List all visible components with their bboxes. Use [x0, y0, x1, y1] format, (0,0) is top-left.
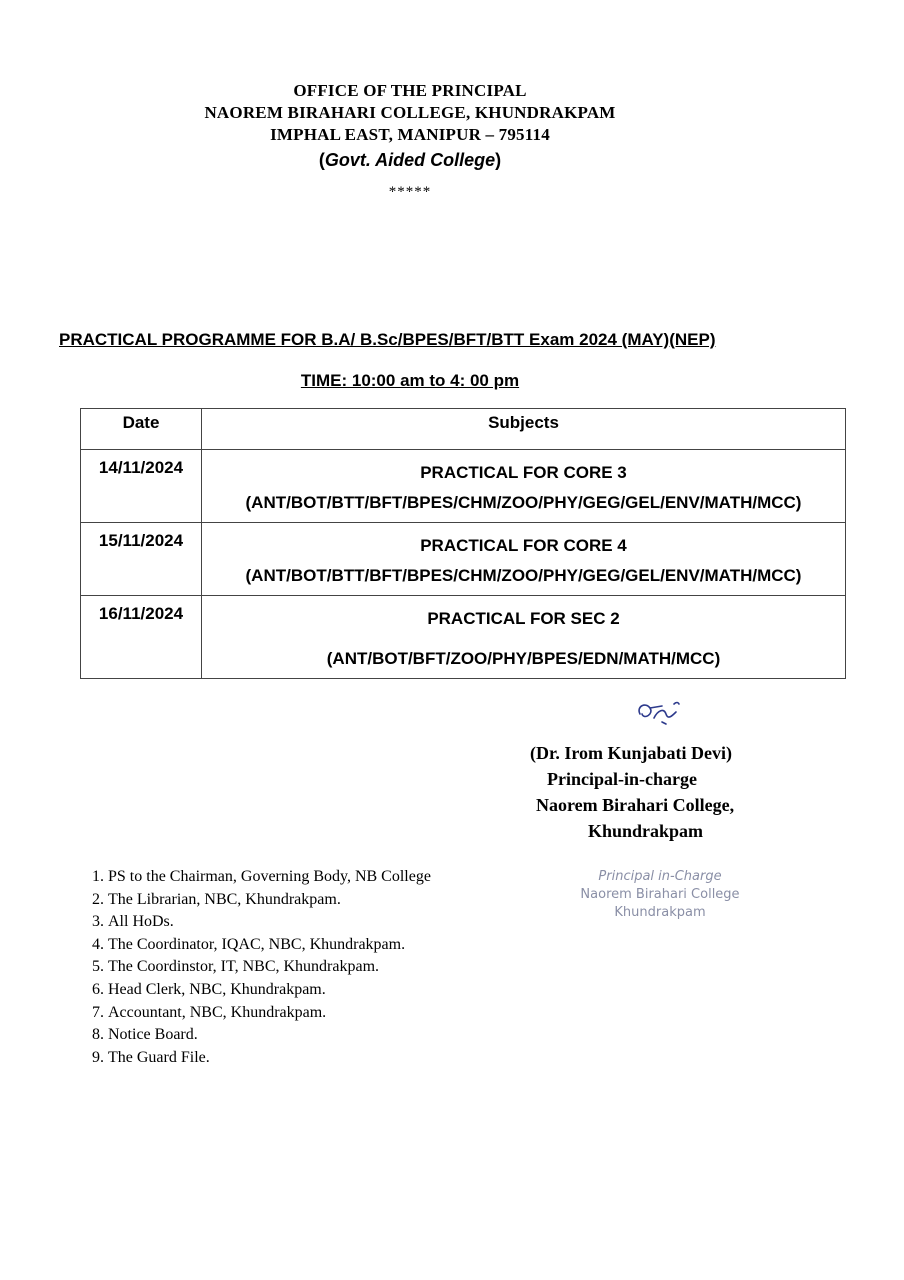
college-status: (Govt. Aided College) [318, 150, 502, 170]
list-item: 9. The Guard File. [108, 1047, 431, 1070]
row-subjects [202, 450, 846, 523]
schedule-table [80, 408, 846, 679]
college-status-text: Govt. Aided College [324, 150, 496, 170]
list-item: 1. PS to the Chairman, Governing Body, NB College [108, 866, 431, 889]
list-item: 6. Head Clerk, NBC, Khundrakpam. [108, 979, 431, 1002]
list-item: 5. The Coordinstor, IT, NBC, Khundrakpam. [108, 956, 431, 979]
subject-title: PRACTICAL FOR CORE 3 [420, 463, 627, 482]
table-row [81, 523, 846, 596]
row-subjects [202, 596, 846, 679]
official-stamp [560, 868, 760, 922]
subject-codes: (ANT/BOT/BTT/BFT/BPES/CHM/ZOO/PHY/GEG/GEL/ENV/MATH/MCC) [245, 566, 802, 585]
handwritten-signature [632, 694, 692, 730]
distribution-list [70, 866, 431, 1069]
list-item: 8. Notice Board. [108, 1024, 431, 1047]
college-address: IMPHAL EAST, MANIPUR – 795114 [270, 125, 550, 144]
subject-codes: (ANT/BOT/BFT/ZOO/PHY/BPES/EDN/MATH/MCC) [326, 649, 721, 668]
college-name: NAOREM BIRAHARI COLLEGE, KHUNDRAKPAM [204, 103, 616, 122]
separator-stars: ***** [388, 184, 432, 200]
column-header-date: Date [81, 409, 202, 450]
stamp-line-3: Khundrakpam [614, 905, 706, 920]
list-item: 7. Accountant, NBC, Khundrakpam. [108, 1002, 431, 1025]
stamp-line-2: Naorem Birahari College [580, 887, 740, 902]
row-date: 16/11/2024 [81, 596, 202, 679]
table-header-row [81, 409, 846, 450]
table-row [81, 596, 846, 679]
table-row [81, 450, 846, 523]
subject-title: PRACTICAL FOR SEC 2 [427, 609, 620, 628]
list-item: 4. The Coordinator, IQAC, NBC, Khundrakpam. [108, 934, 431, 957]
signatory-designation: Principal-in-charge [547, 769, 697, 789]
signatory-name: (Dr. Irom Kunjabati Devi) [530, 743, 732, 763]
list-item: 3. All HoDs. [108, 911, 431, 934]
letterhead [0, 80, 820, 201]
row-date: 15/11/2024 [81, 523, 202, 596]
signature-block [530, 740, 734, 844]
programme-time: TIME: 10:00 am to 4: 00 pm [300, 371, 520, 390]
programme-title: PRACTICAL PROGRAMME FOR B.A/ B.Sc/BPES/BFT/BTT Exam 2024 (MAY)(NEP) [59, 330, 716, 349]
row-subjects [202, 523, 846, 596]
signatory-college: Naorem Birahari College, [536, 795, 735, 815]
list-item: 2. The Librarian, NBC, Khundrakpam. [108, 889, 431, 912]
column-header-subjects: Subjects [202, 409, 846, 450]
stamp-line-1: Principal in-Charge [598, 869, 722, 884]
signatory-place: Khundrakpam [588, 821, 704, 841]
office-title: OFFICE OF THE PRINCIPAL [293, 81, 527, 100]
subject-title: PRACTICAL FOR CORE 4 [420, 536, 627, 555]
row-date: 14/11/2024 [81, 450, 202, 523]
subject-codes: (ANT/BOT/BTT/BFT/BPES/CHM/ZOO/PHY/GEG/GEL/ENV/MATH/MCC) [245, 493, 802, 512]
